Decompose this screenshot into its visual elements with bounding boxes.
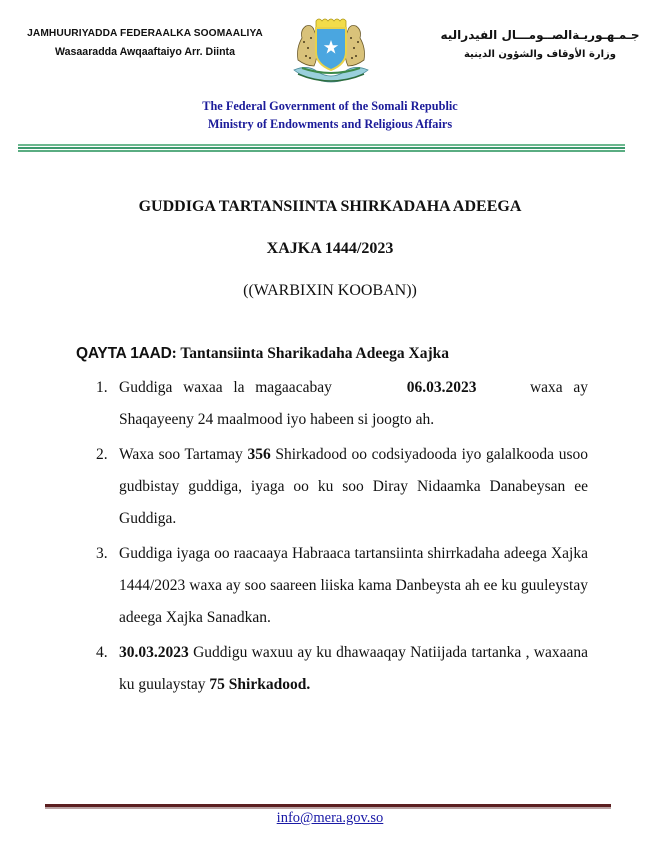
list-item-text: Waxa soo Tartamay xyxy=(119,446,248,463)
list-item xyxy=(96,538,588,634)
letterhead-ministry-arabic: وزارة الأوقاف والشؤون الدينية xyxy=(463,49,617,60)
section-title: Tantansiinta Sharikadaha Adeega Xajka xyxy=(176,345,449,362)
email-link[interactable]: info@mera.gov.so xyxy=(276,810,384,826)
list-item xyxy=(96,637,588,701)
section-label: QAYTA 1AAD xyxy=(76,345,172,362)
list-item-text: Guddigu waxuu ay ku dhawaaqay Natiijada tartanka , waxaana ku guulaystay xyxy=(119,644,588,693)
date-appointed: 06.03.2023 xyxy=(406,379,477,396)
letterhead-republic-arabic: جـمـهـوريـةالصــومـــال الفيدراليه xyxy=(440,28,640,42)
document-type: ((WARBIXIN KOOBAN)) xyxy=(243,282,417,299)
list-item xyxy=(96,439,588,535)
document-title: GUDDIGA TARTANSIINTA SHIRKADAHA ADEEGA xyxy=(138,198,522,215)
list-item xyxy=(96,372,588,436)
list-item-text: waxa ay xyxy=(529,379,588,396)
list-item-text: Guddiga waxaa la magaacabay xyxy=(119,379,332,396)
letterhead-ministry-somali: Wasaaradda Awqaaftaiyo Arr. Diinta xyxy=(55,46,235,58)
letterhead-arabic xyxy=(420,28,660,60)
coat-of-arms-icon xyxy=(288,8,374,88)
letterhead-english xyxy=(0,97,660,133)
footer-divider xyxy=(45,804,611,809)
list-item-text: Shaqayeeny 24 maalmood iyo habeen si joogto ah. xyxy=(119,411,435,428)
letterhead-ministry-english: Ministry of Endowments and Religious Affairs xyxy=(207,117,453,131)
date-announced: 30.03.2023 xyxy=(119,644,189,661)
list-number: 4. xyxy=(96,644,108,661)
document-subtitle: XAJKA 1444/2023 xyxy=(266,240,394,257)
list-number: 1. xyxy=(96,379,108,396)
footer-contact xyxy=(0,810,660,827)
list-item-line xyxy=(119,372,588,404)
letterhead-republic-somali: JAMHUURIYADDA FEDERAALKA SOOMAALIYA xyxy=(27,28,263,39)
list-number: 3. xyxy=(96,545,108,562)
winner-count: 75 Shirkadood. xyxy=(209,676,311,693)
section-heading xyxy=(76,345,449,363)
list-item-text: Shirkadood oo codsiyadooda iyo galalkooda usoo gudbistay guddiga, iyaga oo ku soo Diray Nidaamka Danabeysan ee Guddiga. xyxy=(119,446,588,527)
header-divider xyxy=(18,144,625,153)
list-item-text: Guddiga iyaga oo raacaaya Habraaca tartansiinta shirrkadaha adeega Xajka 1444/2023 waxa ay soo saareen liiska kama Danbeysta ah ee ku guuleystay adeega Xajka Sanadkan. xyxy=(119,545,588,626)
letterhead-government-english: The Federal Government of the Somali Republic xyxy=(202,99,458,113)
list-number: 2. xyxy=(96,446,108,463)
applicant-count: 356 xyxy=(247,446,271,463)
findings-list xyxy=(96,372,588,704)
section-colon: : xyxy=(171,345,177,362)
letterhead-somali xyxy=(0,28,290,58)
